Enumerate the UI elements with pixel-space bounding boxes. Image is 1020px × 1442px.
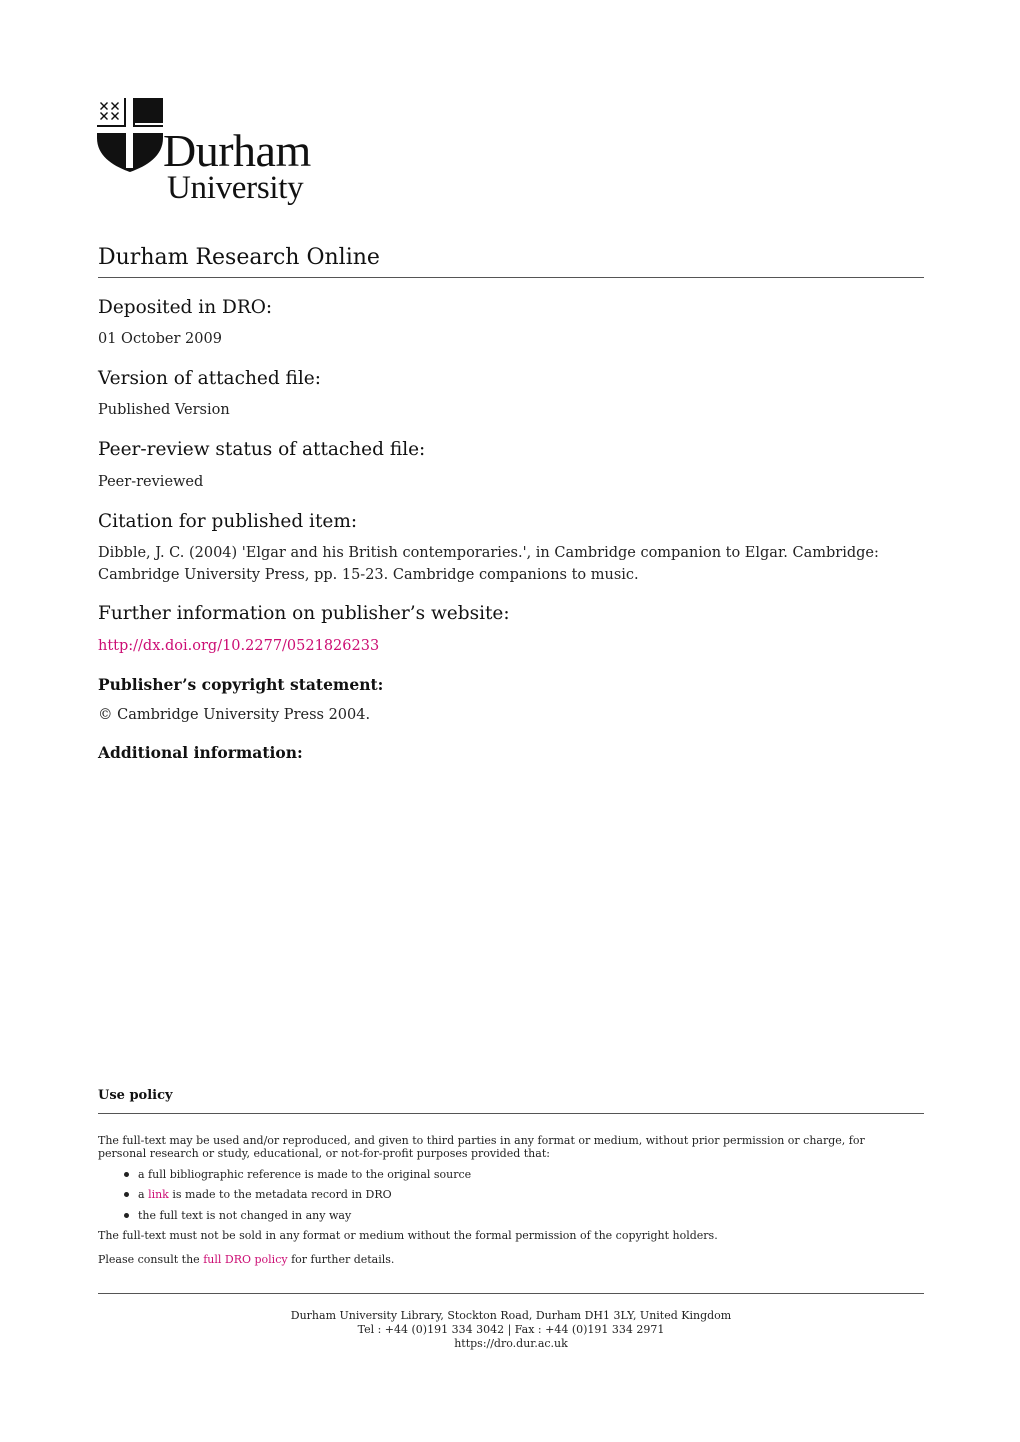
logo-university-text: University xyxy=(167,170,304,206)
further-info-heading: Further information on publisher’s website: xyxy=(98,603,510,624)
bullet-icon xyxy=(124,1192,129,1197)
citation-line-1: Dibble, J. C. (2004) 'Elgar and his British contemporaries.', in Cambridge companion to Elgar. Cambridge: xyxy=(98,545,879,561)
policy-bullet-1-text: a full bibliographic reference is made to the original source xyxy=(138,1168,472,1181)
policy-bullet-1 xyxy=(124,1168,471,1182)
footer-divider xyxy=(98,1293,924,1294)
policy-bullet-3-text: the full text is not changed in any way xyxy=(138,1209,352,1222)
policy-consult-prefix: Please consult the xyxy=(98,1253,200,1266)
peer-review-value: Peer-reviewed xyxy=(98,474,204,490)
durham-university-logo xyxy=(97,98,357,210)
use-policy-divider xyxy=(98,1113,924,1114)
deposited-heading: Deposited in DRO: xyxy=(98,297,273,318)
full-dro-policy-link[interactable]: full DRO policy xyxy=(203,1253,288,1266)
policy-bullet-2-prefix: a xyxy=(138,1188,145,1201)
bullet-icon xyxy=(124,1213,129,1218)
footer-address: Durham University Library, Stockton Road, Durham DH1 3LY, United Kingdom xyxy=(290,1309,732,1322)
copyright-heading: Publisher’s copyright statement: xyxy=(98,675,384,694)
site-title: Durham Research Online xyxy=(98,245,380,270)
policy-consult-line xyxy=(98,1253,926,1266)
footer-dro-link[interactable]: https://dro.dur.ac.uk xyxy=(454,1337,568,1350)
publisher-doi-link[interactable]: http://dx.doi.org/10.2277/0521826233 xyxy=(98,638,380,654)
citation-line-2: Cambridge University Press, pp. 15-23. Cambridge companions to music. xyxy=(98,567,639,583)
deposited-date: 01 October 2009 xyxy=(98,331,222,347)
footer-contact: Tel : +44 (0)191 334 3042 | Fax : +44 (0)191 334 2971 xyxy=(357,1323,665,1336)
additional-info-heading: Additional information: xyxy=(98,743,303,762)
copyright-statement: © Cambridge University Press 2004. xyxy=(98,707,371,723)
bullet-icon xyxy=(124,1172,129,1177)
policy-bullet-2 xyxy=(124,1188,392,1202)
version-value: Published Version xyxy=(98,402,230,418)
policy-bullet-3 xyxy=(124,1209,351,1223)
policy-restriction: The full-text must not be sold in any format or medium without the formal permission of the copyright holders. xyxy=(98,1229,718,1242)
title-divider xyxy=(98,277,924,278)
logo-durham-text: Durham xyxy=(163,125,311,176)
policy-intro-line-2: personal research or study, educational, or not-for-profit purposes provided that: xyxy=(98,1147,550,1160)
policy-bullet-2-suffix: is made to the metadata record in DRO xyxy=(172,1188,392,1201)
policy-intro-line-1: The full-text may be used and/or reproduced, and given to third parties in any format or medium, without prior permission or charge, for xyxy=(98,1134,865,1147)
policy-consult-suffix: for further details. xyxy=(291,1253,395,1266)
citation-heading: Citation for published item: xyxy=(98,511,358,532)
metadata-record-link[interactable]: link xyxy=(148,1188,169,1201)
university-crest-icon xyxy=(97,98,163,172)
peer-review-heading: Peer-review status of attached file: xyxy=(98,439,426,460)
version-heading: Version of attached file: xyxy=(98,368,321,389)
use-policy-heading: Use policy xyxy=(98,1088,173,1103)
